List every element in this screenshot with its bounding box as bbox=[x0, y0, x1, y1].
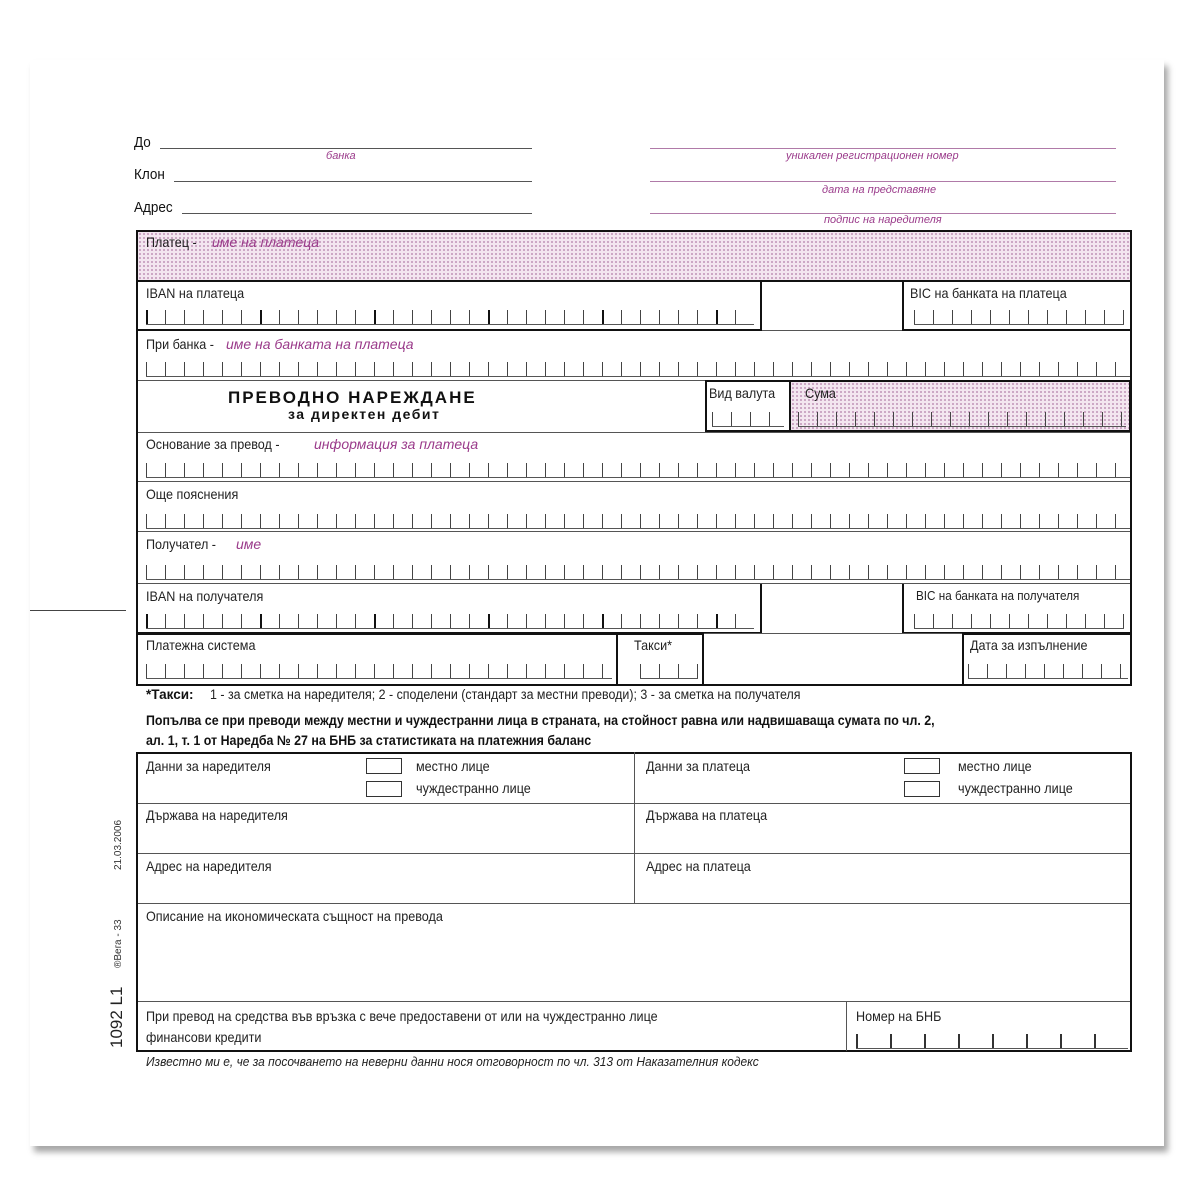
credits-label-line1: При превод на средства във връзка с вече предоставени от или на чуждестранно лице bbox=[146, 1008, 658, 1024]
stat-note-line1: Попълва се при преводи между местни и чуждестранни лица в страната, на стойност равна или надвишаваща сумата по чл. 2, bbox=[146, 713, 935, 728]
payer-iban-label: IBAN на платеца bbox=[146, 285, 245, 301]
orderer-foreign-label: чуждестранно лице bbox=[416, 780, 531, 796]
publisher: ®Вега - 33 bbox=[113, 919, 124, 968]
execution-date-label: Дата за изпълнение bbox=[970, 637, 1088, 653]
amount-input[interactable] bbox=[798, 412, 1126, 427]
reason-label: Основание за превод - bbox=[146, 436, 280, 452]
fees-note-text: 1 - за сметка на наредителя; 2 - споделени (стандарт за местни преводи); 3 - за сметка на получателя bbox=[210, 687, 801, 702]
orderer-local-label: местно лице bbox=[416, 758, 490, 774]
more-info-label: Още пояснения bbox=[146, 486, 239, 502]
to-label: До bbox=[134, 134, 151, 151]
divider bbox=[138, 903, 1130, 904]
form-title: ПРЕВОДНО НАРЕЖДАНЕ bbox=[228, 388, 477, 407]
recipient-iban-label: IBAN на получателя bbox=[146, 588, 264, 604]
reason-input[interactable] bbox=[146, 463, 1130, 478]
payer-address-label: Адрес на платеца bbox=[646, 858, 751, 874]
orderer-country-label: Държава на наредителя bbox=[146, 807, 288, 823]
form-subtitle: за директен дебит bbox=[288, 406, 441, 422]
payer-iban-input[interactable] bbox=[146, 310, 754, 325]
reg-number-hint: уникален регистрационен номер bbox=[786, 150, 959, 162]
divider bbox=[138, 481, 1130, 482]
payer-data-label: Данни за платеца bbox=[646, 758, 751, 774]
payer-foreign-checkbox[interactable] bbox=[904, 781, 940, 797]
stat-note-line2: ал. 1, т. 1 от Наредба № 27 на БНБ за статистиката на платежния баланс bbox=[146, 733, 592, 748]
divider bbox=[138, 531, 1130, 532]
divider bbox=[138, 853, 1130, 854]
recipient-bic-label: BIC на банката на получателя bbox=[916, 588, 1080, 603]
bank-hint: банка bbox=[326, 150, 356, 162]
execution-date-input[interactable] bbox=[968, 664, 1128, 679]
payer-label: Платец - bbox=[146, 234, 197, 250]
branch-field[interactable] bbox=[174, 181, 532, 182]
fees-input[interactable] bbox=[640, 664, 698, 679]
payment-system-input[interactable] bbox=[146, 664, 612, 679]
orderer-foreign-checkbox[interactable] bbox=[366, 781, 402, 797]
date-hint: дата на представяне bbox=[822, 184, 937, 196]
more-info-input[interactable] bbox=[146, 514, 1130, 529]
to-field[interactable] bbox=[160, 148, 532, 149]
divider bbox=[138, 432, 1130, 433]
fees-note-prefix: *Такси: bbox=[146, 687, 194, 702]
address-field[interactable] bbox=[182, 213, 532, 214]
date-field[interactable] bbox=[650, 181, 1116, 182]
divider bbox=[138, 1001, 1130, 1002]
payer-foreign-label: чуждестранно лице bbox=[958, 780, 1073, 796]
recipient-bic-input[interactable] bbox=[914, 614, 1124, 629]
recipient-hint: име bbox=[236, 536, 262, 552]
orderer-address-label: Адрес на наредителя bbox=[146, 858, 272, 874]
payer-hint: име на платеца bbox=[212, 234, 320, 250]
payer-local-checkbox[interactable] bbox=[904, 758, 940, 774]
form-date: 21.03.2006 bbox=[113, 819, 124, 870]
fees-label: Такси* bbox=[634, 637, 673, 653]
form-code: 1092 L1 bbox=[107, 986, 126, 1048]
divider bbox=[634, 752, 635, 904]
reg-number-field[interactable] bbox=[650, 148, 1116, 149]
currency-input[interactable] bbox=[712, 412, 784, 427]
payer-bic-label: BIC на банката на платеца bbox=[910, 285, 1067, 301]
bnb-number-input[interactable] bbox=[856, 1034, 1128, 1049]
recipient-iban-input[interactable] bbox=[146, 614, 754, 629]
reason-hint: информация за платеца bbox=[314, 436, 479, 452]
payer-country-label: Държава на платеца bbox=[646, 807, 768, 823]
recipient-input[interactable] bbox=[146, 565, 1130, 580]
orderer-local-checkbox[interactable] bbox=[366, 758, 402, 774]
payer-bank-input[interactable] bbox=[146, 362, 1130, 377]
orderer-data-label: Данни за наредителя bbox=[146, 758, 271, 774]
liability-note: Известно ми е, че за посочването на неверни данни нося отговорност по чл. 313 от Наказателния кодекс bbox=[146, 1054, 759, 1069]
payer-bank-hint: име на банката на платеца bbox=[226, 336, 414, 352]
signature-hint: подпис на наредителя bbox=[824, 214, 942, 226]
payment-system-label: Платежна система bbox=[146, 637, 256, 653]
credits-label-line2: финансови кредити bbox=[146, 1029, 262, 1045]
fold-mark bbox=[30, 610, 126, 611]
description-label: Описание на икономическата същност на превода bbox=[146, 908, 443, 924]
bnb-number-label: Номер на БНБ bbox=[856, 1008, 942, 1024]
payer-bic-input[interactable] bbox=[914, 310, 1124, 325]
amount-label: Сума bbox=[805, 385, 836, 401]
recipient-label: Получател - bbox=[146, 536, 217, 552]
currency-label: Вид валута bbox=[709, 385, 776, 401]
divider bbox=[138, 803, 1130, 804]
divider bbox=[846, 1001, 847, 1051]
branch-label: Клон bbox=[134, 166, 165, 183]
address-label: Адрес bbox=[134, 199, 173, 216]
payer-local-label: местно лице bbox=[958, 758, 1032, 774]
payer-bank-label: При банка - bbox=[146, 336, 214, 352]
